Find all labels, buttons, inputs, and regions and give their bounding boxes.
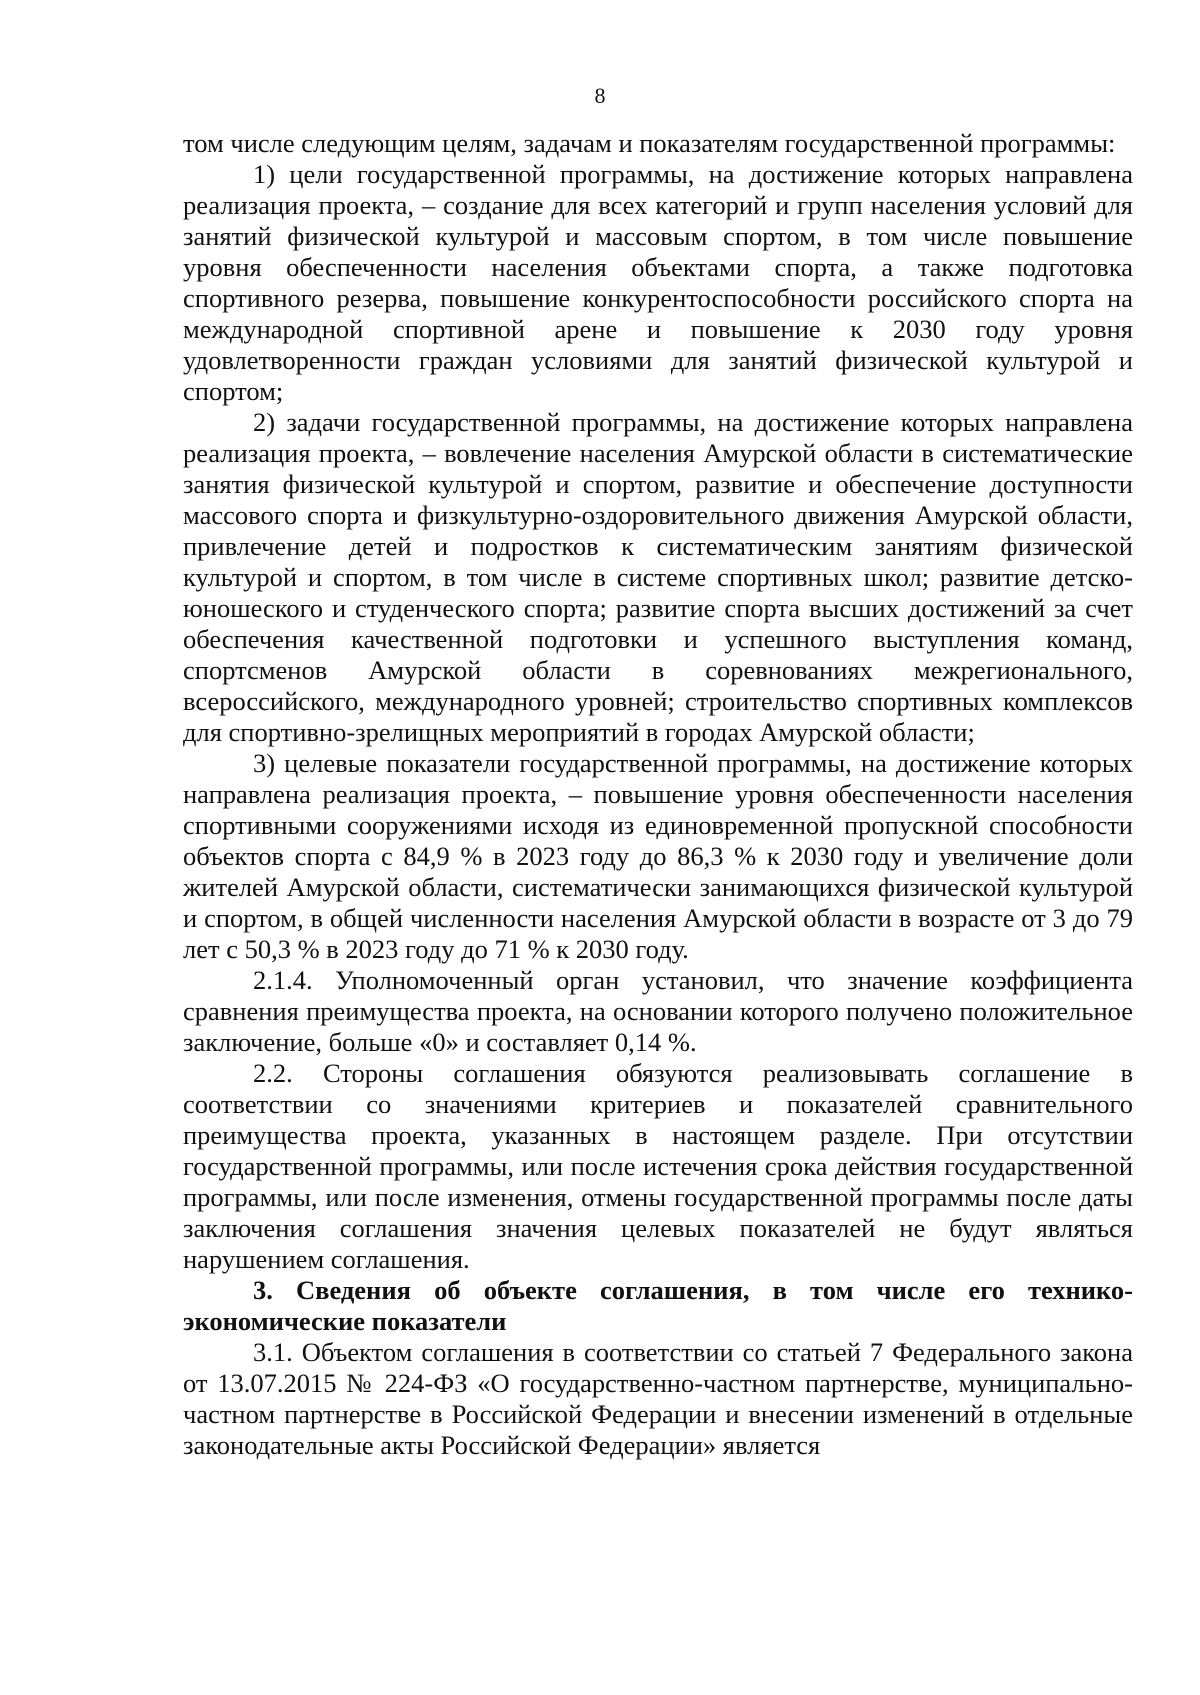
paragraph-continuation: том числе следующим целям, задачам и показателям государственной программы: bbox=[183, 128, 1116, 158]
page-number: 8 bbox=[594, 83, 606, 108]
paragraph-target-indicators: 3) целевые показатели государственной программы, на достижение которых направлена реализация проекта, – повышение уровня обеспеченности населения спортивными сооружениями исходя из единовременной пропускной способности объектов спорта с 84,9 % в 2023 году до 86,3 % к 2030 году и увеличение доли жителей Амурской области, систематически занимающихся физической культурой и спортом, в общей численности населения Амурской области в возрасте от 3 до 79 лет с 50,3 % в 2023 году до 71 % к 2030 году. bbox=[183, 748, 1133, 964]
paragraph-program-goals: 1) цели государственной программы, на достижение которых направлена реализация проекта, – создание для всех категорий и групп населения условий для занятий физической культурой и массовым спортом, в том числе повышение уровня обеспеченности населения объектами спорта, а также подготовка спортивного резерва, повышение конкурентоспособности российского спорта на международной спортивной арене и повышение к 2030 году уровня удовлетворенности граждан условиями для занятий физической культурой и спортом; bbox=[183, 159, 1133, 406]
paragraph-program-tasks: 2) задачи государственной программы, на достижение которых направлена реализация проекта, – вовлечение населения Амурской области в систематические занятия физической культурой и спортом, развитие и обеспечение доступности массового спорта и физкультурно-оздоровительного движения Амурской области, привлечение детей и подростков к систематическим занятиям физической культурой и спортом, в том числе в системе спортивных школ; развитие детско-юношеского и студенческого спорта; развитие спорта высших достижений за счет обеспечения качественной подготовки и успешного выступления команд, спортсменов Амурской области в соревнованиях межрегионального, всероссийского, международного уровней; строительство спортивных комплексов для спортивно-зрелищных мероприятий в городах Амурской области; bbox=[183, 407, 1133, 747]
section-heading-3: 3. Сведения об объекте соглашения, в том числе его технико-экономические показатели bbox=[183, 1275, 1133, 1336]
paragraph-2-1-4: 2.1.4. Уполномоченный орган установил, что значение коэффициента сравнения преимущества проекта, на основании которого получено положительное заключение, больше «0» и составляет 0,14 %. bbox=[183, 965, 1133, 1057]
paragraph-3-1: 3.1. Объектом соглашения в соответствии со статьей 7 Федерального закона от 13.07.2015 № 224-ФЗ «О государственно-частном партнерстве, муниципально-частном партнерстве в Российской Федерации и внесении изменений в отдельные законодательные акты Российской Федерации» является bbox=[183, 1337, 1133, 1460]
document-body bbox=[183, 128, 1133, 1461]
paragraph-2-2: 2.2. Стороны соглашения обязуются реализовывать соглашение в соответствии со значениями критериев и показателей сравнительного преимущества проекта, указанных в настоящем разделе. При отсутствии государственной программы, или после истечения срока действия государственной программы, или после изменения, отмены государственной программы после даты заключения соглашения значения целевых показателей не будут являться нарушением соглашения. bbox=[183, 1058, 1133, 1274]
